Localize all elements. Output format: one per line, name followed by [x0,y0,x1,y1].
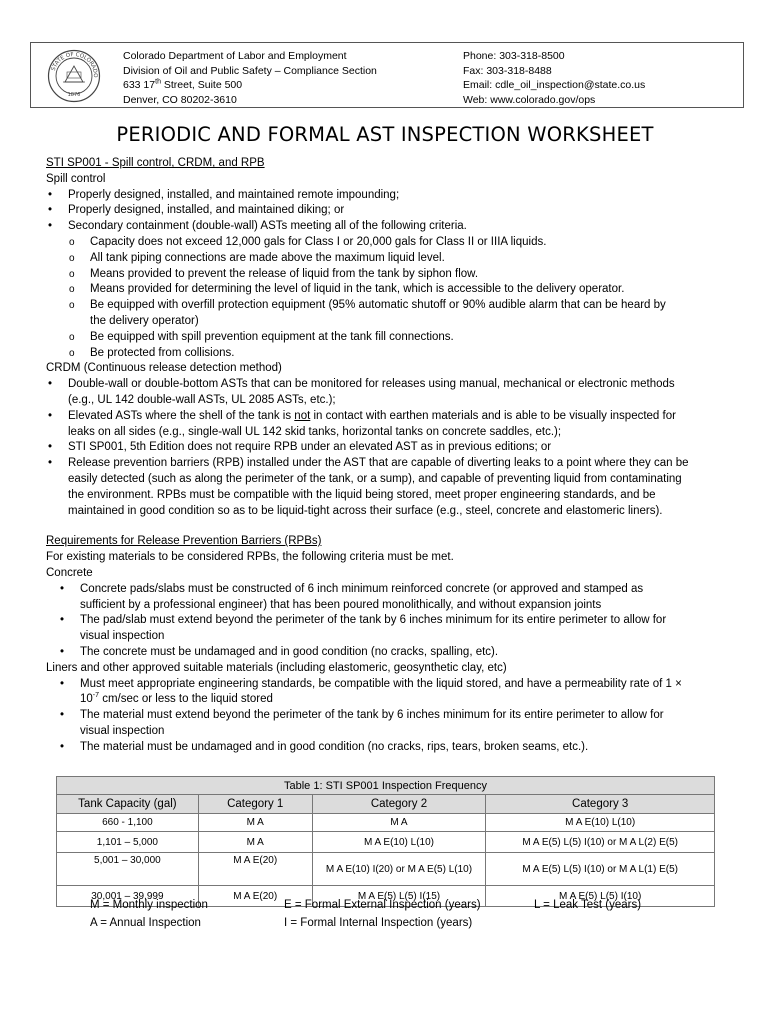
table-cell: 660 - 1,100 [57,814,199,832]
worksheet-body [46,156,726,755]
list-item: • Elevated ASTs where the shell of the tank is not in contact with earthen materials and is able to be visually inspected for leaks on all sides (e.g., single-wall UL 142 skid tanks, horizontal tanks on concrete saddles, etc.); [46,409,726,441]
list-item: • The pad/slab must extend beyond the perimeter of the tank by 6 inches minimum for its entire perimeter to allow for visual inspection [46,613,726,645]
table-cell: 1,101 – 5,000 [57,832,199,853]
table-cell: M A E(10) L(10) [312,832,486,853]
list-item: o Means provided for determining the level of liquid in the tank, which is accessible to the delivery operator. [46,282,726,298]
list-item: • The concrete must be undamaged and in good condition (no cracks, spalling, etc). [46,645,726,661]
crdm-label: CRDM (Continuous release detection method) [46,362,282,375]
table-cell: M A E(5) L(5) I(10) [486,886,715,907]
list-item: o Be protected from collisions. [46,346,726,362]
letterhead [30,42,744,108]
legend-external: E = Formal External Inspection (years) [284,899,481,911]
colorado-seal-icon [47,49,101,103]
list-item: • Properly designed, installed, and maintained diking; or [46,203,726,219]
rpb-heading: Requirements for Release Prevention Barriers (RPBs) [46,535,322,548]
table-cell: M A E(10) I(20) or M A E(5) L(10) [312,853,486,886]
table-cell: 5,001 – 30,000 [57,853,199,886]
spill-control-label: Spill control [46,172,106,185]
legend-annual: A = Annual Inspection [90,917,201,929]
phone: Phone: 303-318-8500 [463,50,565,62]
city-zip: Denver, CO 80202-3610 [123,93,237,106]
list-item: o Be equipped with spill prevention equipment at the tank fill connections. [46,330,726,346]
list-item: • Properly designed, installed, and maintained remote impounding; [46,188,726,204]
inspection-frequency-table [56,776,715,907]
table-cell: M A [312,814,486,832]
legend-leak-test: L = Leak Test (years) [534,899,642,911]
fax: Fax: 303-318-8488 [463,64,552,77]
table-row [57,853,715,886]
crdm-list [46,377,726,519]
list-item: • Must meet appropriate engineering standards, be compatible with the liquid stored, and have a permeability rate of 1 × $10^{-7}$ cm/sec or less to the liquid stored [46,677,726,709]
list-item: o Capacity does not exceed 12,000 gals for Class I or 20,000 gals for Class II or IIIA liquids. [46,235,726,251]
table-cell: M A E(10) L(10) [486,814,715,832]
table-cell: M A E(5) L(5) I(10) or M A L(2) E(5) [486,832,715,853]
list-item: o All tank piping connections are made above the maximum liquid level. [46,251,726,267]
concrete-label: Concrete [46,566,93,579]
column-header: Tank Capacity (gal) [57,795,199,814]
column-header: Category 2 [312,795,486,814]
sp001-heading: STI SP001 - Spill control, CRDM, and RPB [46,157,265,169]
legend-column-2 [284,896,481,932]
liners-list [46,677,726,756]
list-item: • STI SP001, 5th Edition does not require RPB under an elevated AST as in previous editions; or [46,440,726,456]
list-item: • Secondary containment (double-wall) ASTs meeting all of the following criteria. [46,219,726,235]
table-cell: 30,001 – 39,999 [57,886,199,907]
legend-internal: I = Formal Internal Inspection (years) [284,917,473,929]
list-item: o Be equipped with overfill protection equipment (95% automatic shutoff or 90% audible alarm that can be heard by the delivery operator) [46,298,726,330]
street-address: 633 17th Street, Suite 500 [123,78,243,91]
seal-text: STATE OF COLORADO [50,51,99,78]
spill-control-list [46,188,726,235]
web-link[interactable]: Web: www.colorado.gov/ops [463,93,596,106]
column-header: Category 3 [486,795,715,814]
table-row [57,814,715,832]
email-link[interactable]: Email: cdle_oil_inspection@state.co.us [463,79,646,91]
list-item: o Means provided to prevent the release of liquid from the tank by siphon flow. [46,267,726,283]
list-item: • Concrete pads/slabs must be constructed of 6 inch minimum reinforced concrete (or approved and stamped as sufficient by a professional engineer) that has been poured monolithically, and without expansion joints [46,582,726,614]
table-row [57,832,715,853]
table-cell: M A E(20) [198,853,312,886]
agency-address [123,49,377,107]
legend-column-3 [534,896,641,914]
agency-name: Colorado Department of Labor and Employment [123,50,347,62]
table-cell: M A E(5) L(5) I(15) [312,886,486,907]
table-cell: M A [198,814,312,832]
table-cell: M A [198,832,312,853]
rpb-intro: For existing materials to be considered RPBs, the following criteria must be met. [46,551,454,564]
table-header-row [57,795,715,814]
list-item: • The material must be undamaged and in good condition (no cracks, rips, tears, broken seams, etc.). [46,740,726,756]
list-item: • Release prevention barriers (RPB) installed under the AST that are capable of diverting leaks to a point where they can be easily detected (such as along the perimeter of the tank, or a sump), and capable of preventing liquid from contaminating the environment. RPBs must be compatible with the liquid being stored, meet proper engineering standards, and be maintained in good condition so as to be liquid-tight across their surface (e.g., steel, concrete and elastomeric liners). [46,456,726,519]
seal-year: 1876 [67,92,81,98]
table-caption: Table 1: STI SP001 Inspection Frequency [57,777,715,795]
agency-contact [463,49,645,107]
table-cell: M A E(20) [198,886,312,907]
page-title: PERIODIC AND FORMAL AST INSPECTION WORKSHEET [116,123,654,146]
legend-column-1 [90,896,208,932]
list-item: • Double-wall or double-bottom ASTs that can be monitored for releases using manual, mechanical or electronic methods (e.g., UL 142 double-wall ASTs, UL 2085 ASTs, etc.); [46,377,726,409]
liners-label: Liners and other approved suitable materials (including elastomeric, geosynthetic clay, etc) [46,661,507,674]
double-wall-criteria-list [46,235,726,361]
list-item: • The material must extend beyond the perimeter of the tank by 6 inches minimum for its entire perimeter to allow for visual inspection [46,708,726,740]
concrete-list [46,582,726,661]
division-name: Division of Oil and Public Safety – Compliance Section [123,64,377,77]
legend-monthly: M = Monthly inspection [90,899,208,911]
column-header: Category 1 [198,795,312,814]
table-cell: M A E(5) L(5) I(10) or M A L(1) E(5) [486,853,715,886]
